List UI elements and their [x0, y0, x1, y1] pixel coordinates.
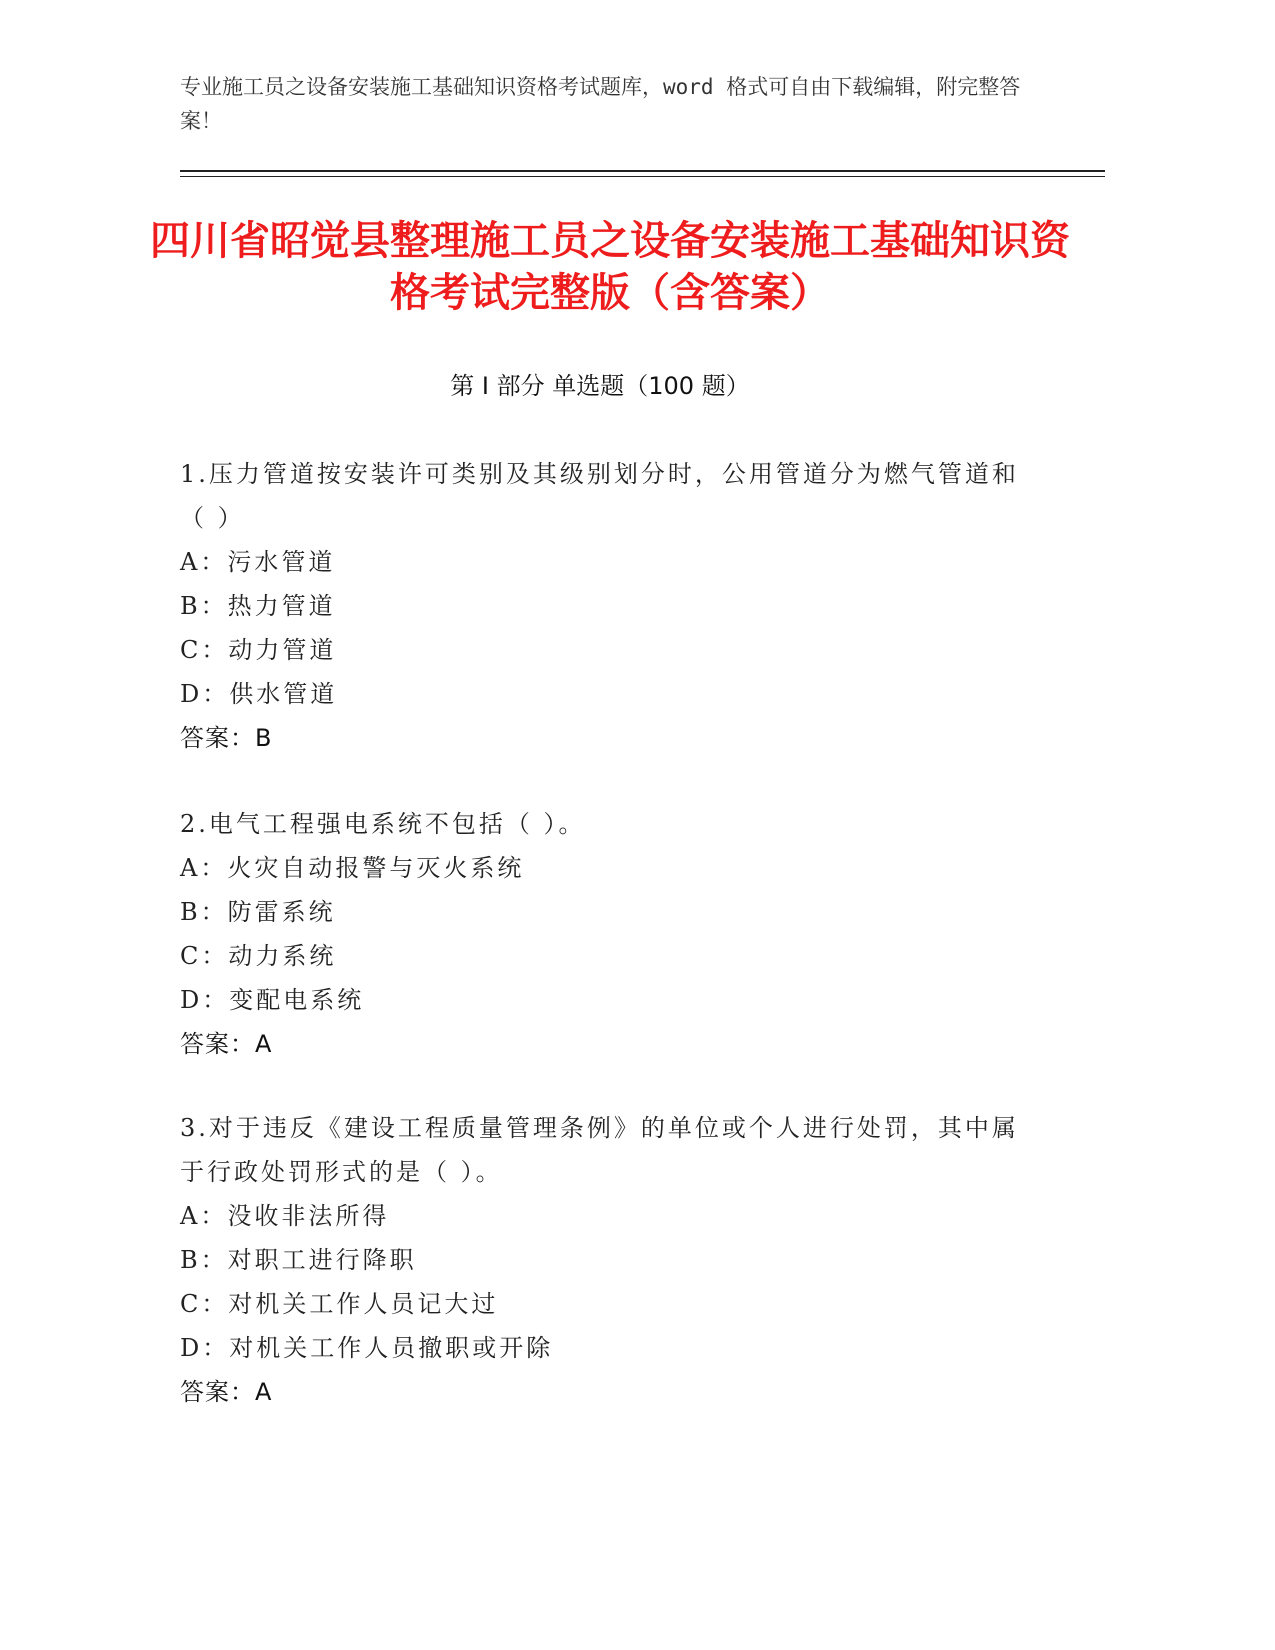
question-stem: 2.电气工程强电系统不包括（ ）。 [180, 810, 586, 838]
option-b: B：对职工进行降职 [180, 1246, 417, 1274]
header-divider-thin [180, 176, 1105, 177]
question-stem: 3.对于违反《建设工程质量管理条例》的单位或个人进行处罚，其中属于行政处罚形式的是（ ）。 [180, 1114, 1019, 1186]
question-block [180, 452, 1020, 760]
option-b: B：热力管道 [180, 592, 336, 620]
option-d: D：对机关工作人员撤职或开除 [180, 1334, 554, 1362]
option-a: A：没收非法所得 [180, 1202, 390, 1230]
option-a: A：火灾自动报警与灭火系统 [180, 854, 525, 882]
option-c: C：动力管道 [180, 636, 337, 664]
option-a: A：污水管道 [180, 548, 336, 576]
option-d: D：供水管道 [180, 680, 338, 708]
header-note: 专业施工员之设备安装施工基础知识资格考试题库，word 格式可自由下载编辑，附完整答案！ [180, 75, 1021, 133]
header-divider-thick [180, 170, 1105, 172]
option-c: C：对机关工作人员记大过 [180, 1290, 499, 1318]
answer-line: 答案：B [180, 724, 273, 752]
question-stem: 1.压力管道按安装许可类别及其级别划分时，公用管道分为燃气管道和（ ） [180, 460, 1019, 532]
section-heading: 第 I 部分 单选题（100 题） [450, 372, 750, 400]
answer-line: 答案：A [180, 1030, 273, 1058]
option-c: C：动力系统 [180, 942, 337, 970]
question-block [180, 802, 1020, 1066]
document-title: 四川省昭觉县整理施工员之设备安装施工基础知识资格考试完整版（含答案） [150, 218, 1070, 316]
answer-line: 答案：A [180, 1378, 273, 1406]
question-block [180, 1106, 1020, 1414]
option-d: D：变配电系统 [180, 986, 365, 1014]
option-b: B：防雷系统 [180, 898, 336, 926]
